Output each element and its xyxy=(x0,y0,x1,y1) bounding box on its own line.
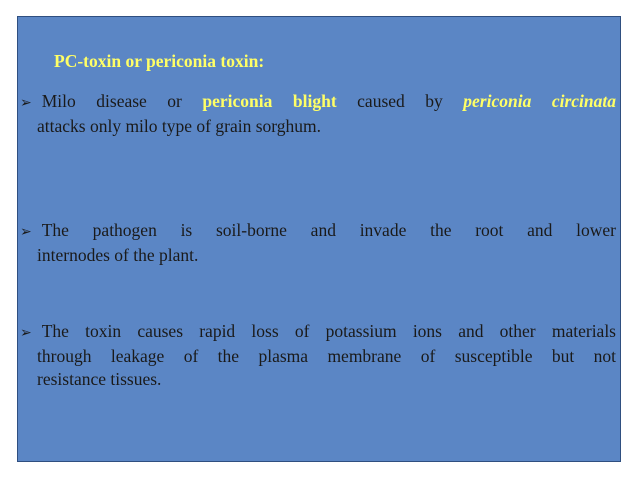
bullet-continuation: resistance tissues. xyxy=(37,369,162,389)
bullet-continuation: internodes of the plant. xyxy=(37,245,199,265)
slide-title: PC-toxin or periconia toxin: xyxy=(54,51,265,71)
arrow-bullet-icon: ➢ xyxy=(20,325,32,341)
arrow-bullet-icon: ➢ xyxy=(20,95,32,111)
bullet-text: The toxin causes rapid loss of potassium ions and other materials xyxy=(41,321,616,341)
bullet-text: caused by xyxy=(336,91,464,111)
bullet-continuation: through leakage of the plasma membrane of susceptible but not xyxy=(37,346,616,366)
bullet-toxin-effect xyxy=(18,320,616,391)
bullet-milo-disease xyxy=(18,90,616,138)
highlight-periconia-blight: periconia blight xyxy=(202,91,337,111)
highlight-periconia-circinata: periconia circinata xyxy=(463,91,616,111)
bullet-pathogen xyxy=(18,219,616,267)
arrow-bullet-icon: ➢ xyxy=(20,224,32,240)
bullet-text: Milo disease or xyxy=(41,91,203,111)
slide-panel xyxy=(17,16,621,462)
bullet-continuation: attacks only milo type of grain sorghum. xyxy=(37,116,322,136)
bullet-text: The pathogen is soil-borne and invade the root and lower xyxy=(41,220,616,240)
